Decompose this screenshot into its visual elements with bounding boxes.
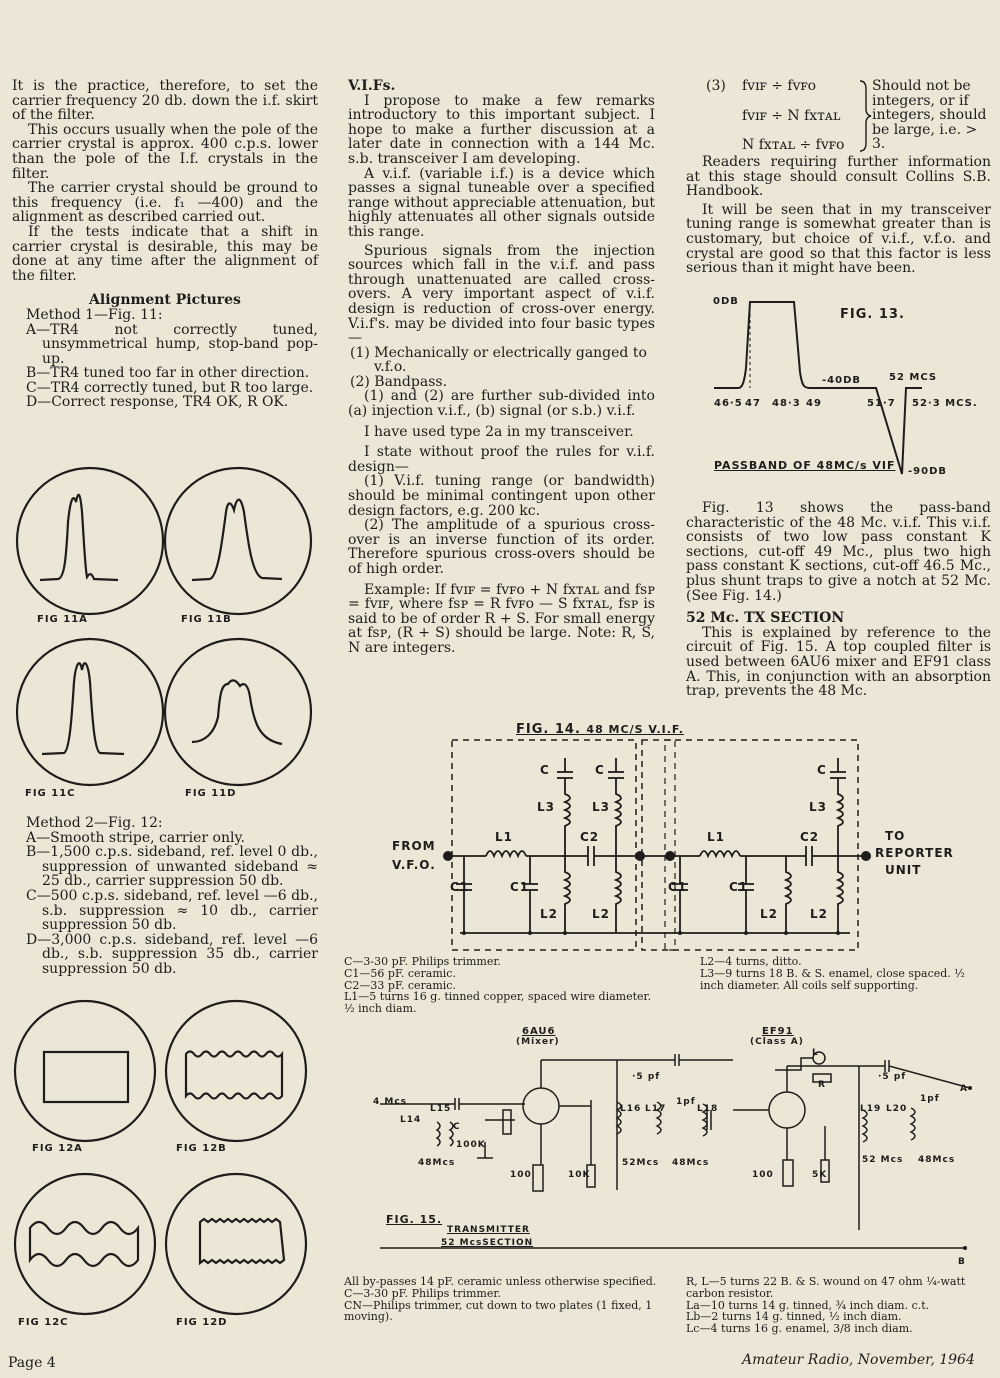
fig-14-subtitle: 48 MC/S V.I.F. bbox=[586, 723, 684, 736]
col3-paragraph: Fig. 13 shows the pass-band characteristic of the 48 Mc. v.i.f. This v.i.f. consists of two low pass constant K sections, cut-off 49 Mc., plus two high pass constant K sections, cut-off 46.5 Mc., plus shunt traps to give a notch at 52 Mc. (See Fig. 14.) bbox=[686, 500, 991, 604]
method-2-item: C—500 c.p.s. sideband, ref. level —6 db., s.b. suppression ≈ 10 db., carrier suppression 50 db. bbox=[26, 887, 318, 934]
fig-12a-label: FIG 12A bbox=[32, 1143, 83, 1154]
method-1-item: D—Correct response, TR4 OK, R OK. bbox=[26, 394, 289, 411]
fig-12d-label: FIG 12D bbox=[176, 1317, 228, 1328]
fig-15-note: C—3-30 pF. Philips trimmer. bbox=[344, 1286, 501, 1300]
fig-14-part-c: C bbox=[540, 763, 550, 777]
fig-11a-label: FIG 11A bbox=[37, 614, 88, 625]
fig-14-title bbox=[516, 722, 684, 737]
fig-15-label-5pf: ·5 pf bbox=[632, 1072, 661, 1082]
fig-14-to-label: TO bbox=[885, 829, 906, 843]
column-3-lower bbox=[686, 501, 991, 699]
fig-15-label-l16: L16 bbox=[620, 1104, 642, 1114]
fig-14-part-l2: L2 bbox=[760, 907, 778, 921]
fig-15-label-10k: 10K bbox=[568, 1170, 591, 1180]
equation-2: fᴠɪꜰ ÷ N fxᴛᴀʟ bbox=[742, 108, 841, 124]
col2-paragraph: A v.i.f. (variable i.f.) is a device which passes a signal tuneable over a specified range without appreciable attenuation, but highly attenuates all other signals outside this range. bbox=[348, 165, 655, 240]
col1-paragraph-2: This occurs usually when the pole of the carrier crystal is approx. 400 c.p.s. lower than the pole of the I.f. crystals in the filter. bbox=[12, 121, 318, 182]
vif-type-item: (2) Bandpass. bbox=[350, 373, 448, 390]
fig-15-label-100: 100 bbox=[752, 1170, 774, 1180]
fig-15-label-100: 100 bbox=[510, 1170, 532, 1180]
fig-14-part-c1: C1 bbox=[668, 880, 688, 894]
fig-12-scope-traces bbox=[0, 998, 330, 1348]
fig-15-label-l: L bbox=[812, 1048, 819, 1058]
column-1 bbox=[12, 79, 318, 410]
fig-14-part-c1: C1 bbox=[510, 880, 530, 894]
fig-13-label-52mcs: 52 MCS bbox=[889, 372, 938, 383]
fig-14-part-l3: L3 bbox=[809, 800, 827, 814]
fig-11d-label: FIG 11D bbox=[185, 788, 237, 799]
fig-11-scope-traces bbox=[0, 462, 320, 812]
fig-11b-label: FIG 11B bbox=[181, 614, 232, 625]
col3-paragraph: Readers requiring further information at this stage should consult Collins S.B. Handbook. bbox=[686, 154, 991, 200]
fig-15-tube2-role: (Class A) bbox=[750, 1037, 804, 1047]
method-1-label: Method 1—Fig. 11: bbox=[26, 306, 163, 323]
vif-example: Example: If fᴠɪꜰ = fᴠꜰᴏ + N fxᴛᴀʟ and fsᴘ = fᴠɪꜰ, where fsᴘ = R fᴠꜰᴏ — S fxᴛᴀʟ, fsᴘ is said to be of order R + S. For small energy at fsᴘ, (R + S) should be large. Note: R, S, N are integers. bbox=[348, 581, 655, 656]
fig-15-terminal-b: B bbox=[958, 1257, 966, 1267]
column-1-method-2 bbox=[12, 816, 318, 977]
fig-15-tube2: EF91 bbox=[762, 1026, 794, 1037]
alignment-pictures-heading: Alignment Pictures bbox=[89, 292, 241, 309]
fig-13-tick: 46·5 bbox=[714, 398, 743, 409]
fig-15-note: La—10 turns 14 g. tinned, ¾ inch diam. c.t. bbox=[686, 1298, 930, 1312]
vif-type-item: (1) Mechanically or electrically ganged to v.f.o. bbox=[350, 344, 647, 376]
method-2-label: Method 2—Fig. 12: bbox=[26, 815, 163, 831]
fig-15-notes-right bbox=[686, 1276, 990, 1335]
fig-14-from-label: FROM bbox=[392, 839, 436, 853]
fig-15-tube1: 6AU6 bbox=[522, 1026, 556, 1037]
fig-15-label-l20: L20 bbox=[886, 1104, 908, 1114]
equation-number: (3) bbox=[706, 78, 726, 94]
method-2-item: A—Smooth stripe, carrier only. bbox=[26, 829, 245, 846]
fig-14-part-c2: C2 bbox=[800, 830, 820, 844]
fig-14-note: C—3-30 pF. Philips trimmer. bbox=[344, 955, 501, 968]
fig-15-label-1pf: 1pf bbox=[920, 1094, 940, 1104]
fig-14-note: L3—9 turns 18 B. & S. enamel, close spaced. ½ inch diameter. All coils self supporting. bbox=[700, 966, 965, 992]
fig-14-part-c1: C1 bbox=[450, 880, 470, 894]
fig-15-label-4mcs: 4 Mcs bbox=[373, 1097, 408, 1107]
equation-3: N fxᴛᴀʟ ÷ fᴠꜰᴏ bbox=[742, 137, 845, 153]
fig-13-label-90db: -90DB bbox=[908, 466, 947, 477]
fig-14-part-c: C bbox=[595, 763, 605, 777]
fig-15-label-l15: L15 bbox=[430, 1104, 452, 1114]
fig-14-note: C1—56 pF. ceramic. bbox=[344, 966, 456, 980]
col3-paragraph: It will be seen that in my transceiver tuning range is somewhat greater than is customary, but choice of v.i.f., v.f.o. and crystal are good so that this factor is less serious than it might have been. bbox=[686, 201, 991, 277]
fig-15-label-l17: L17 bbox=[645, 1104, 667, 1114]
fig-14-part-c: C bbox=[817, 763, 827, 777]
fig-15-note: All by-passes 14 pF. ceramic unless otherwise specified. bbox=[344, 1275, 657, 1288]
vifs-heading: V.I.Fs. bbox=[348, 78, 396, 94]
fig-15-subtitle-1: TRANSMITTER bbox=[447, 1225, 530, 1235]
fig-13-label-0db: 0DB bbox=[713, 296, 739, 307]
fig-15-note: Lb—2 turns 14 g. tinned, ½ inch diam. bbox=[686, 1310, 902, 1324]
col1-paragraph-1: It is the practice, therefore, to set the carrier frequency 20 db. down the i.f. skirt of the filter. bbox=[12, 78, 318, 124]
fig-14-part-c1: C1 bbox=[729, 880, 749, 894]
col3-paragraph: This is explained by reference to the circuit of Fig. 15. A top coupled filter is used between 6AU6 mixer and EF91 class A. This, in conjunction with an absorption trap, prevents the 48 Mc. bbox=[686, 624, 991, 700]
fig-15-label-l19: L19 bbox=[860, 1104, 882, 1114]
col2-paragraph: I propose to make a few remarks introductory to this important subject. I hope to make a further discussion at a later date in connection with a 144 Mc. s.b. transceiver I am developing. bbox=[348, 92, 655, 167]
fig-14-part-l3: L3 bbox=[592, 800, 610, 814]
fig-15-note: R, L—5 turns 22 B. & S. wound on 47 ohm ¼-watt carbon resistor. bbox=[686, 1275, 966, 1300]
fig-15-label-48mcs: 48Mcs bbox=[418, 1158, 456, 1168]
fig-12c-label: FIG 12C bbox=[18, 1317, 69, 1328]
fig-15-label-5pf: ·5 pf bbox=[878, 1072, 907, 1082]
equation-1: fᴠɪꜰ ÷ fᴠꜰᴏ bbox=[742, 78, 817, 94]
fig-14-part-l2: L2 bbox=[540, 907, 558, 921]
col2-paragraph: I have used type 2a in my transceiver. bbox=[364, 423, 634, 440]
fig-14-part-l2: L2 bbox=[592, 907, 610, 921]
fig-15-note: Lc—4 turns 16 g. enamel, 3/8 inch diam. bbox=[686, 1322, 913, 1336]
col1-paragraph-4: If the tests indicate that a shift in carrier crystal is desirable, this may be done at any time after the alignment of the filter. bbox=[12, 223, 318, 284]
fig-14-part-l2: L2 bbox=[810, 907, 828, 921]
fig-14-unit-label: UNIT bbox=[885, 863, 922, 877]
fig-15-label-52mcs: 52 Mcs bbox=[862, 1155, 904, 1165]
fig-15-label-l14: L14 bbox=[400, 1115, 422, 1125]
fig-14-number: FIG. 14. bbox=[516, 722, 581, 737]
page-number: Page 4 bbox=[8, 1355, 56, 1371]
integer-rule-equations bbox=[686, 79, 991, 155]
fig-13-tick: 47 bbox=[745, 398, 761, 409]
fig-13-tick: 49 bbox=[806, 398, 822, 409]
fig-14-note: L1—5 turns 16 g. tinned copper, spaced wire diameter. ½ inch diam. bbox=[344, 990, 652, 1016]
vif-rule: (2) The amplitude of a spurious cross-over is an inverse function of its order. Therefore spurious cross-overs should be of high order. bbox=[348, 517, 655, 577]
fig-15-label-52mcs: 52Mcs bbox=[622, 1158, 660, 1168]
method-1-item: A—TR4 not correctly tuned, unsymmetrical hump, stop-band pop-up. bbox=[26, 321, 318, 367]
fig-15-label-100k: 100K bbox=[456, 1140, 486, 1150]
fig-15-label-c: C bbox=[453, 1122, 461, 1132]
fig-13-title: FIG. 13. bbox=[840, 307, 905, 322]
fig-11c-label: FIG 11C bbox=[25, 788, 76, 799]
fig-15-label-r: R bbox=[818, 1080, 826, 1090]
vif-rule: (1) V.i.f. tuning range (or bandwidth) should be minimal contingent upon other design factors, e.g. 200 kc. bbox=[348, 473, 655, 519]
fig-14-notes-right bbox=[700, 956, 990, 991]
fig-13-tick: 48·3 bbox=[772, 398, 801, 409]
col1-paragraph-3: The carrier crystal should be ground to this frequency (i.e. f₁ —400) and the alignment as described carried out. bbox=[12, 180, 318, 226]
fig-13-tick: 52·3 MCS. bbox=[912, 398, 978, 409]
col2-paragraph: (1) and (2) are further sub-divided into (a) injection v.i.f., (b) signal (or s.b.) v.i.f. bbox=[348, 388, 655, 420]
fig-15-tube1-role: (Mixer) bbox=[516, 1037, 560, 1047]
method-2-item: B—1,500 c.p.s. sideband, ref. level 0 db., suppression of unwanted sideband ≈ 25 db., carrier suppression 50 db. bbox=[26, 844, 318, 890]
fig-15-title: FIG. 15. bbox=[386, 1213, 443, 1226]
fig-14-vfo-label: V.F.O. bbox=[392, 858, 436, 872]
tx-section-heading: 52 Mc. TX SECTION bbox=[686, 610, 845, 627]
equation-brace bbox=[858, 79, 872, 153]
fig-15-subtitle-2: 52 McsSECTION bbox=[441, 1238, 534, 1248]
fig-12b-label: FIG 12B bbox=[176, 1143, 227, 1154]
fig-15-note: CN—Philips trimmer, cut down to two plates (1 fixed, 1 moving). bbox=[344, 1298, 653, 1324]
column-2 bbox=[348, 79, 655, 656]
fig-15-label-l18: L18 bbox=[697, 1104, 719, 1114]
fig-14-part-l1: L1 bbox=[495, 830, 513, 844]
fig-14-part-l3: L3 bbox=[537, 800, 555, 814]
fig-14-part-l1: L1 bbox=[707, 830, 725, 844]
method-1-item: B—TR4 tuned too far in other direction. bbox=[26, 365, 310, 382]
fig-15-label-48mcs: 48Mcs bbox=[918, 1155, 956, 1165]
fig-15-label-1pf: 1pf bbox=[676, 1097, 696, 1107]
fig-15-terminal-a: A bbox=[960, 1084, 968, 1094]
fig-14-reporter-label: REPORTER bbox=[875, 846, 954, 860]
fig-15-label-5k: 5K bbox=[812, 1170, 828, 1180]
col2-paragraph: I state without proof the rules for v.i.f. design— bbox=[348, 444, 655, 475]
fig-14-part-c2: C2 bbox=[580, 830, 600, 844]
fig-13-label-40db: -40DB bbox=[822, 375, 861, 386]
fig-14-note: C2—33 pF. ceramic. bbox=[344, 978, 456, 992]
method-2-item: D—3,000 c.p.s. sideband, ref. level —6 db., s.b. suppression 35 db., carrier suppression 50 db. bbox=[26, 931, 318, 977]
col2-paragraph: Spurious signals from the injection sources which fall in the v.i.f. and pass through unattenuated are called cross-overs. A very important aspect of v.i.f. design is reduction of cross-over energy. V.i.f's. may be divided into four basic types— bbox=[348, 242, 655, 347]
fig-13-tick: 51·7 bbox=[867, 398, 896, 409]
method-1-item: C—TR4 correctly tuned, but R too large. bbox=[26, 379, 314, 396]
equation-note: Should not be integers, or if integers, should be large, i.e. > 3. bbox=[872, 78, 987, 153]
column-3 bbox=[686, 79, 991, 276]
fig-13-caption: PASSBAND OF 48MC/s VIF bbox=[714, 459, 896, 472]
magazine-footer: Amateur Radio, November, 1964 bbox=[742, 1352, 975, 1368]
fig-14-note: L2—4 turns, ditto. bbox=[700, 955, 802, 968]
fig-15-label-48mcs: 48Mcs bbox=[672, 1158, 710, 1168]
fig-15-notes-left bbox=[344, 1276, 660, 1323]
fig-14-notes-left bbox=[344, 956, 656, 1015]
